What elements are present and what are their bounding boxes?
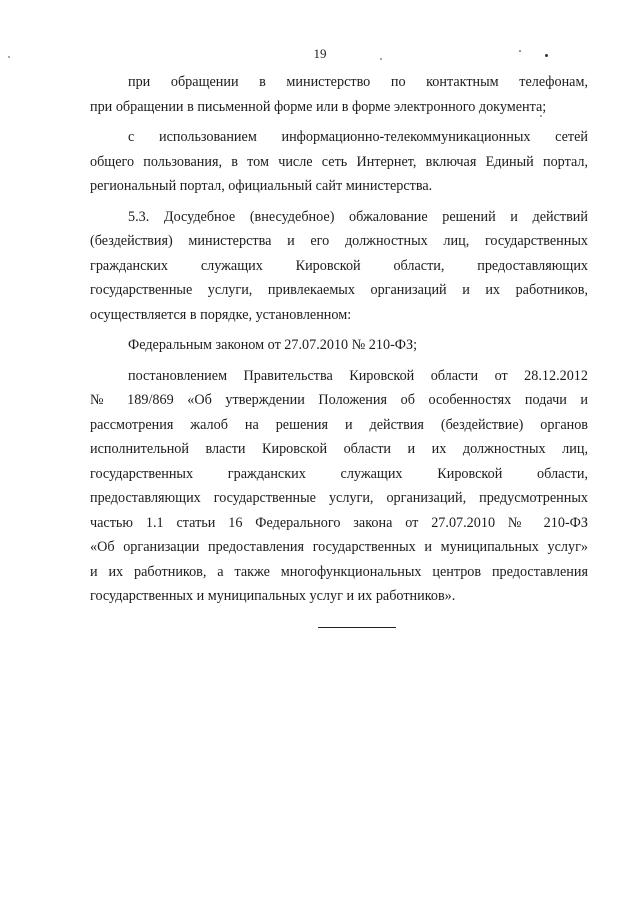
- paragraph-contact-methods: [90, 70, 588, 119]
- text-line: № 189/869 «Об утверждении Положения об особенностях подачи и: [90, 392, 588, 408]
- text-line: региональный портал, официальный сайт министерства.: [90, 178, 433, 194]
- text-line: с использованием информационно-телекоммуникационных сетей: [128, 129, 588, 145]
- text-line: общего пользования, в том числе сеть Интернет, включая Единый портал,: [90, 153, 588, 170]
- text-line: и их работников, а также многофункциональных центров предоставления: [90, 563, 588, 580]
- text-line: постановлением Правительства Кировской области от 28.12.2012: [128, 367, 588, 384]
- text-line: частью 1.1 статьи 16 Федерального закона от 27.07.2010 № 210-ФЗ: [90, 514, 588, 531]
- text-line: при обращении в письменной форме или в форме электронного документа;: [90, 98, 547, 115]
- text-line: Федеральным законом от 27.07.2010 № 210-ФЗ;: [128, 337, 418, 353]
- text-line: государственные услуги, привлекаемых организаций и их работников,: [90, 282, 588, 298]
- text-line: государственных гражданских служащих Кировской области,: [90, 465, 588, 482]
- paragraph-federal-law: [90, 333, 588, 358]
- scan-speck: [545, 54, 548, 57]
- text-line: при обращении в министерство по контактным телефонам,: [128, 74, 588, 90]
- document-body: [90, 70, 588, 609]
- text-line: 5.3. Досудебное (внесудебное) обжалование решений и действий: [128, 208, 588, 225]
- scan-speck: [519, 50, 521, 52]
- text-line: исполнительной власти Кировской области и их должностных лиц,: [90, 441, 588, 457]
- text-line: предоставляющих государственные услуги, организаций, предусмотренных: [90, 490, 588, 506]
- text-line: (бездействия) министерства и его должностных лиц, государственных: [90, 233, 588, 249]
- paragraph-networks: [90, 125, 588, 199]
- paragraph-government-resolution: [90, 364, 588, 609]
- end-of-document-rule: [318, 627, 396, 628]
- text-line: осуществляется в порядке, установленном:: [90, 306, 352, 323]
- text-line: гражданских служащих Кировской области, предоставляющих: [90, 257, 588, 274]
- scan-speck: [540, 115, 542, 117]
- text-line: государственных и муниципальных услуг и их работников».: [90, 588, 456, 604]
- text-line: рассмотрения жалоб на решения и действия (бездействие) органов: [90, 416, 588, 433]
- scan-speck: [8, 56, 10, 58]
- text-line: «Об организации предоставления государственных и муниципальных услуг»: [90, 539, 588, 555]
- scan-speck: [380, 58, 382, 60]
- page-number: 19: [313, 46, 327, 61]
- paragraph-section-5-3: [90, 205, 588, 328]
